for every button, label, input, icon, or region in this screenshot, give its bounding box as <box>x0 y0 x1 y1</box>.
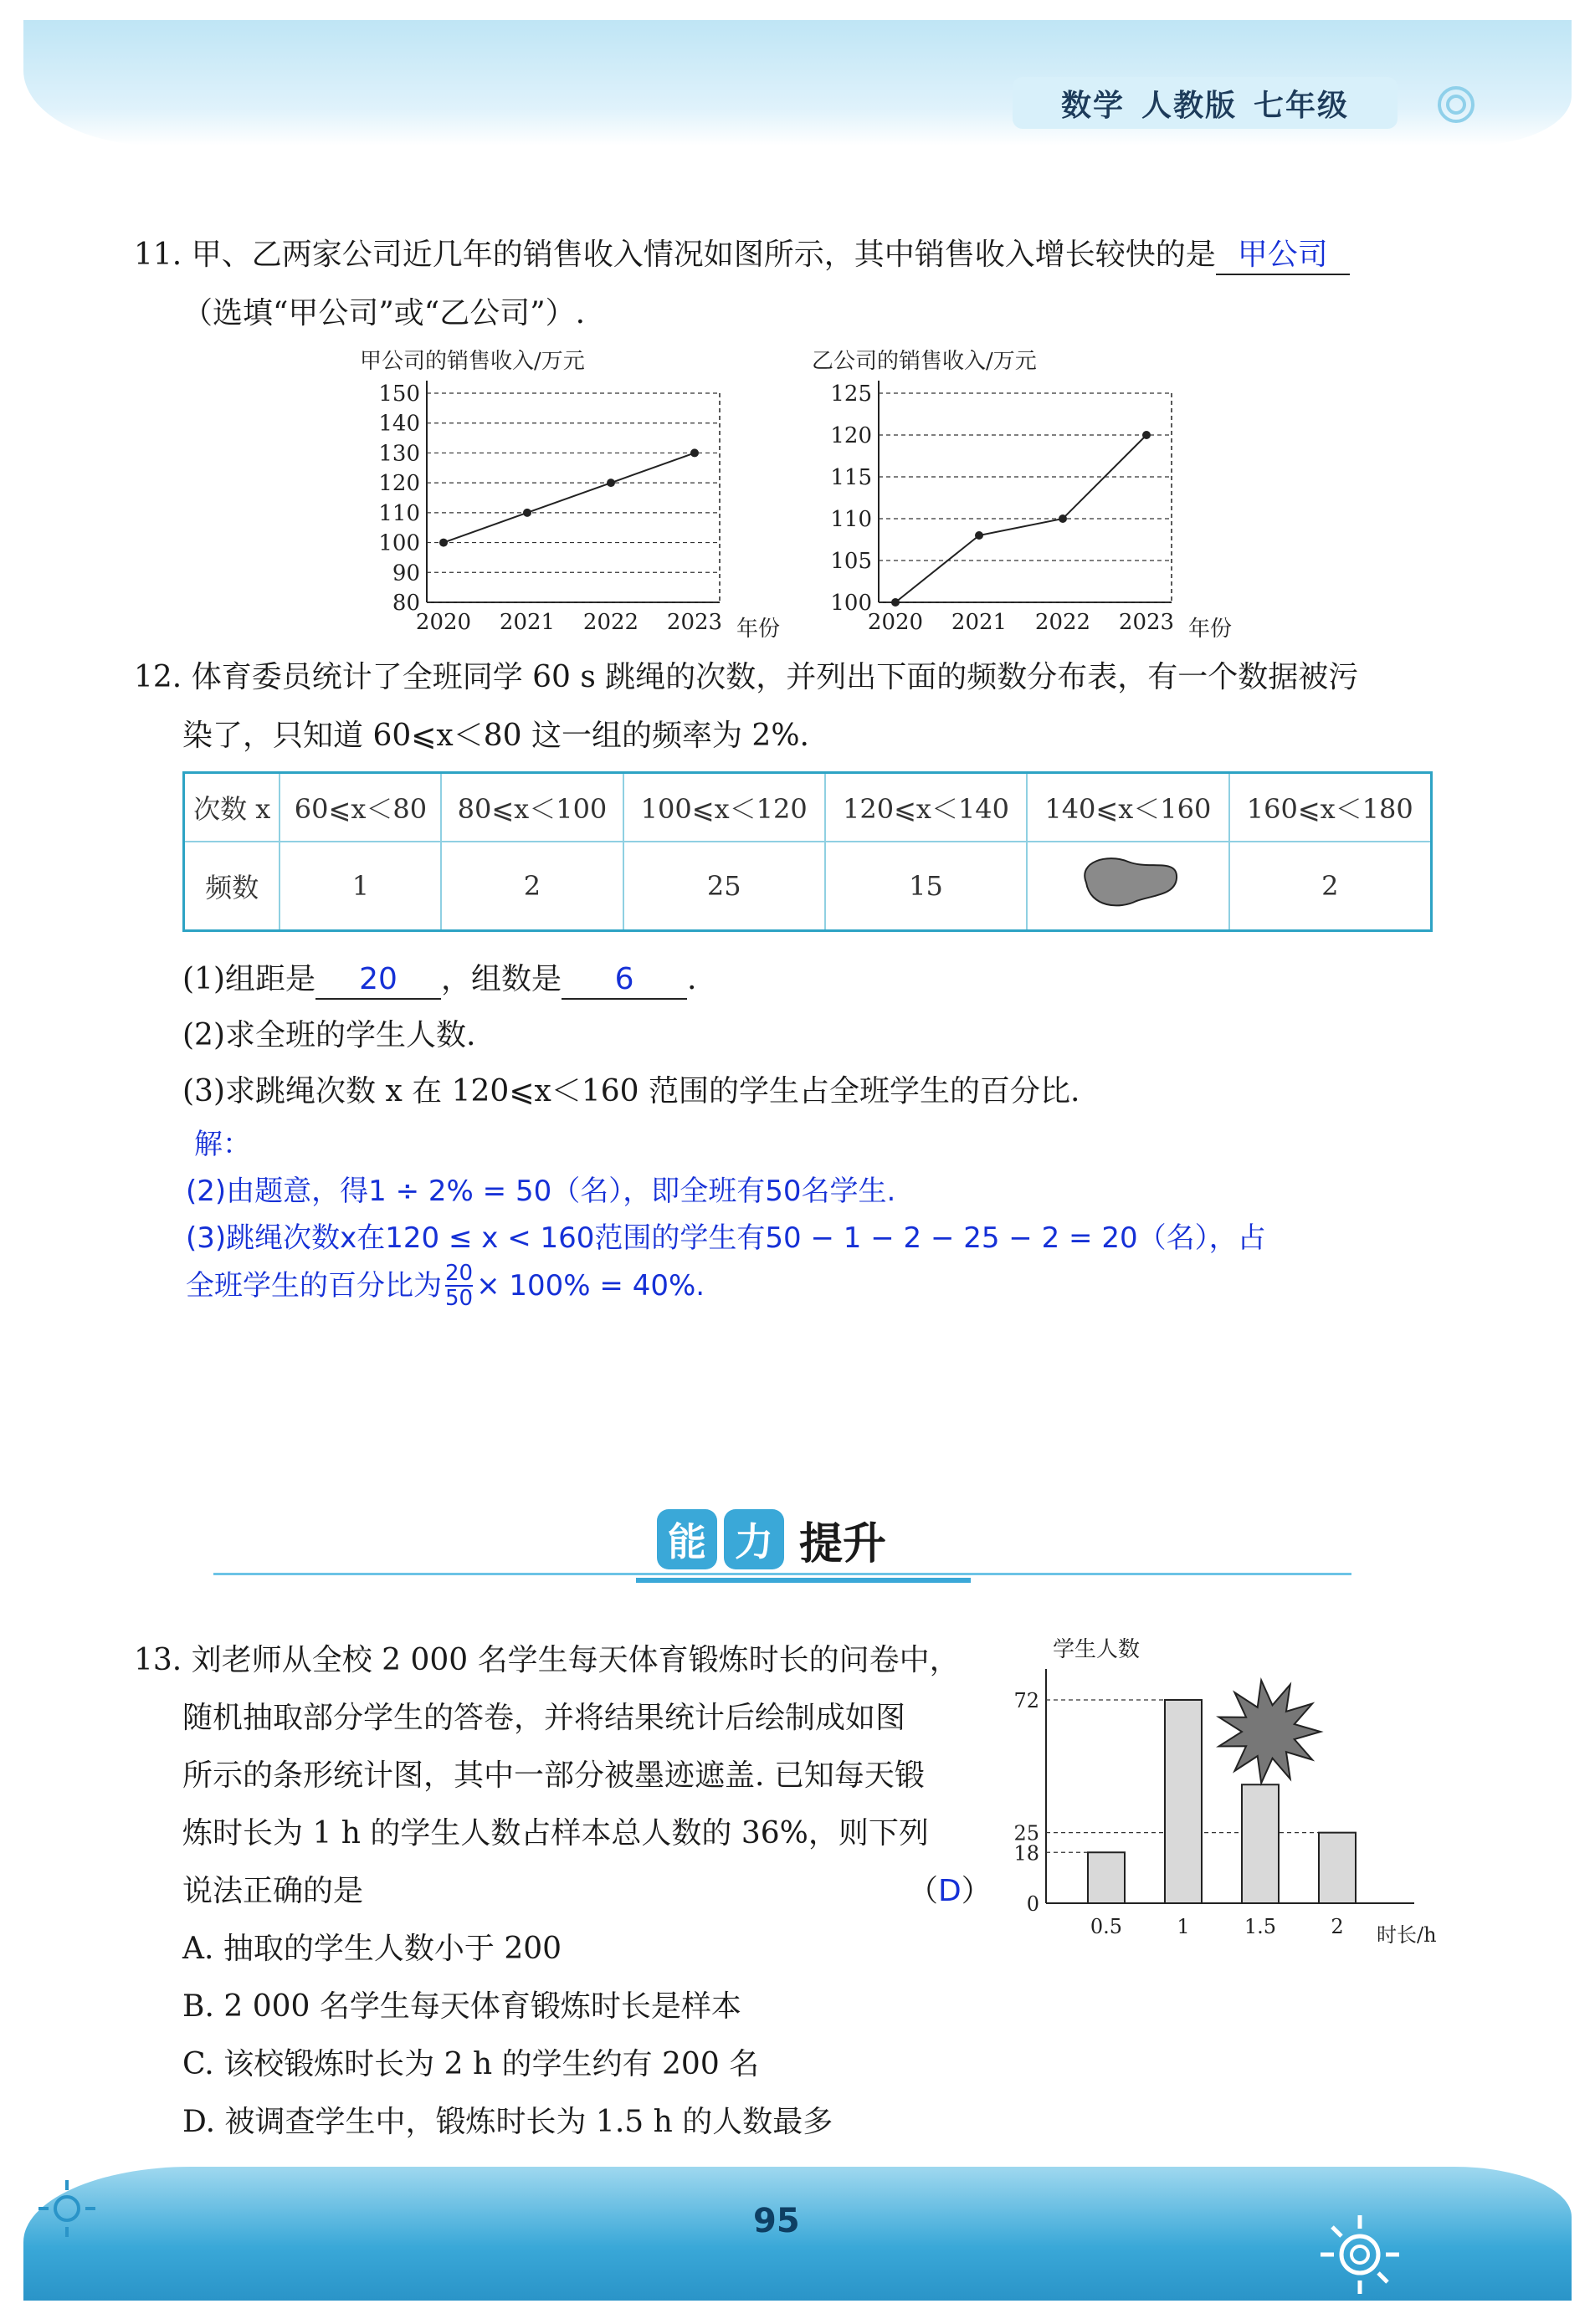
data-point <box>523 509 531 517</box>
data-point <box>1142 431 1151 439</box>
q12-line1: 12. 体育委员统计了全班同学 60 s 跳绳的次数，并列出下面的频数分布表，有一个数据被污 <box>134 660 1359 694</box>
x-tick-label: 1 <box>1177 1915 1190 1938</box>
bar <box>1242 1784 1279 1903</box>
table-header-cell: 次数 x <box>184 773 280 842</box>
y-tick-label: 130 <box>378 441 420 467</box>
y-tick-label: 100 <box>830 591 872 616</box>
table-header-cell: 60⩽x＜80 <box>280 773 441 842</box>
section-badge-2: 力 <box>724 1509 784 1569</box>
y-tick-label: 110 <box>830 507 872 532</box>
x-tick-label: 2022 <box>582 610 639 635</box>
x-tick-label: 0.5 <box>1090 1915 1123 1938</box>
table-header-cell: 80⩽x＜100 <box>441 773 623 842</box>
ink-blot <box>1219 1681 1321 1784</box>
q12-sub2: (2)求全班的学生人数. <box>182 1018 476 1052</box>
table-cell: 2 <box>1229 842 1432 931</box>
sun-icon <box>33 2175 100 2242</box>
table-cell: 1 <box>280 842 441 931</box>
q13-line0: 13. 刘老师从全校 2 000 名学生每天体育锻炼时长的问卷中， <box>134 1643 960 1677</box>
table-row <box>184 842 1432 931</box>
solution-label: 解： <box>194 1128 251 1161</box>
y-tick-label: 140 <box>378 411 420 437</box>
y-tick-label: 125 <box>830 381 872 407</box>
x-tick-label: 2022 <box>1034 610 1091 635</box>
y-tick-label: 72 <box>1013 1689 1039 1712</box>
q13-line2: 所示的条形统计图，其中一部分被墨迹遮盖. 已知每天锻 <box>182 1758 925 1793</box>
table-header-cell: 140⩽x＜160 <box>1027 773 1228 842</box>
chart-title: 乙公司的销售收入/万元 <box>812 349 1037 374</box>
chart-exercise-time <box>996 1631 1464 1949</box>
q11-answer: 甲公司 <box>1237 238 1328 272</box>
x-tick-label: 1.5 <box>1244 1915 1277 1938</box>
series-line <box>444 453 695 542</box>
x-axis-label: 年份 <box>736 617 781 642</box>
data-point <box>891 598 900 607</box>
q13-line1: 随机抽取部分学生的答卷，并将结果统计后绘制成如图 <box>182 1701 906 1735</box>
ink-blot-icon <box>1069 849 1187 916</box>
q12-line2: 染了，只知道 60⩽x＜80 这一组的频率为 2%. <box>182 719 809 753</box>
q13-answer-bracket: （D） <box>908 1874 992 1908</box>
data-point <box>439 539 448 547</box>
section-badge-1: 能 <box>657 1509 717 1569</box>
bar <box>1165 1700 1202 1903</box>
y-tick-label: 120 <box>378 471 420 497</box>
q13-line3: 炼时长为 1 h 的学生人数占样本总人数的 36%，则下列 <box>182 1816 929 1850</box>
subject: 数学 <box>1060 88 1125 123</box>
fraction: $\frac{20}{50}$ <box>445 1261 474 1311</box>
y-tick-label: 80 <box>392 591 420 616</box>
y-tick-label: 150 <box>378 381 420 407</box>
chart-company-a <box>351 343 787 644</box>
table-header-cell: 120⩽x＜140 <box>825 773 1027 842</box>
q12-sub1-blank1: 20 <box>315 961 441 1000</box>
section-rule-accent <box>636 1578 971 1583</box>
chart-title: 甲公司的销售收入/万元 <box>360 349 585 374</box>
sun-icon <box>1314 2209 1406 2301</box>
table-row-label: 频数 <box>184 842 280 931</box>
x-tick-label: 2 <box>1331 1915 1344 1938</box>
y-tick-label: 25 <box>1013 1821 1039 1845</box>
table-cell-ink-blot <box>1027 842 1228 931</box>
data-point <box>690 448 699 457</box>
y-tick-label: 18 <box>1013 1841 1039 1866</box>
q11-line2: （选填“甲公司”或“乙公司”）. <box>182 296 586 330</box>
y-axis-label: 学生人数 <box>1053 1637 1141 1662</box>
q12-sub1-blank2: 6 <box>562 961 687 1000</box>
y-tick-label: 105 <box>830 549 872 574</box>
table-header-cell: 100⩽x＜120 <box>623 773 825 842</box>
q11-line1: 11. 甲、乙两家公司近几年的销售收入情况如图所示，其中销售收入增长较快的是 甲公司 <box>134 226 1350 284</box>
page-number: 95 <box>753 2202 800 2240</box>
q13-option-b: B. 2 000 名学生每天体育锻炼时长是样本 <box>182 1989 741 2024</box>
q13-option-c: C. 该校锻炼时长为 2 h 的学生约有 200 名 <box>182 2047 760 2081</box>
y-tick-label: 0 <box>1026 1892 1039 1916</box>
q13-option-d: D. 被调查学生中，锻炼时长为 1.5 h 的人数最多 <box>182 2105 833 2139</box>
table-header-row <box>184 773 1432 842</box>
bar <box>1088 1852 1125 1903</box>
data-point <box>975 531 983 540</box>
x-tick-label: 2023 <box>1118 610 1175 635</box>
table-cell: 15 <box>825 842 1027 931</box>
chart-company-b <box>803 343 1239 644</box>
swirl-icon <box>1423 79 1490 130</box>
solution-line1: (2)由题意，得1 ÷ 2% = 50（名），即全班有50名学生. <box>186 1175 896 1208</box>
table-cell: 25 <box>623 842 825 931</box>
data-point <box>607 479 615 487</box>
q13-option-a: A. 抽取的学生人数小于 200 <box>182 1932 562 1966</box>
x-tick-label: 2021 <box>951 610 1008 635</box>
x-axis-label: 年份 <box>1188 617 1233 642</box>
x-tick-label: 2023 <box>666 610 723 635</box>
solution-line2: (3)跳绳次数x在120 ≤ x < 160范围的学生有50 − 1 − 2 − 25 − 2 = 20（名），占 <box>186 1221 1266 1255</box>
y-tick-label: 90 <box>392 561 420 586</box>
bar <box>1319 1833 1356 1903</box>
q12-sub3: (3)求跳绳次数 x 在 120⩽x＜160 范围的学生占全班学生的百分比. <box>182 1074 1080 1108</box>
y-tick-label: 100 <box>378 530 420 556</box>
x-axis-label: 时长/h <box>1377 1923 1437 1947</box>
table-header-cell: 160⩽x＜180 <box>1229 773 1432 842</box>
frequency-table <box>182 771 1433 932</box>
y-tick-label: 120 <box>830 423 872 448</box>
y-tick-label: 110 <box>378 500 420 526</box>
q13-answer: D <box>938 1874 962 1908</box>
edition: 人教版 <box>1141 88 1237 123</box>
x-tick-label: 2020 <box>415 610 472 635</box>
x-tick-label: 2021 <box>499 610 556 635</box>
y-tick-label: 115 <box>830 465 872 490</box>
grade: 七年级 <box>1254 88 1350 123</box>
section-rule <box>213 1573 1351 1575</box>
section-title <box>657 1506 886 1573</box>
solution-line3: 全班学生的百分比为 $\frac{20}{50}$ × 100% = 40%. <box>186 1261 705 1311</box>
x-tick-label: 2020 <box>867 610 924 635</box>
q11-answer-blank <box>1216 237 1350 275</box>
header-title <box>1013 77 1398 129</box>
q12-sub1: (1)组距是 20 ，组数是 6 . <box>182 950 696 1009</box>
table-cell: 2 <box>441 842 623 931</box>
q13-line4: 说法正确的是 <box>182 1874 364 1908</box>
data-point <box>1059 514 1067 523</box>
section-word: 提升 <box>799 1518 887 1569</box>
